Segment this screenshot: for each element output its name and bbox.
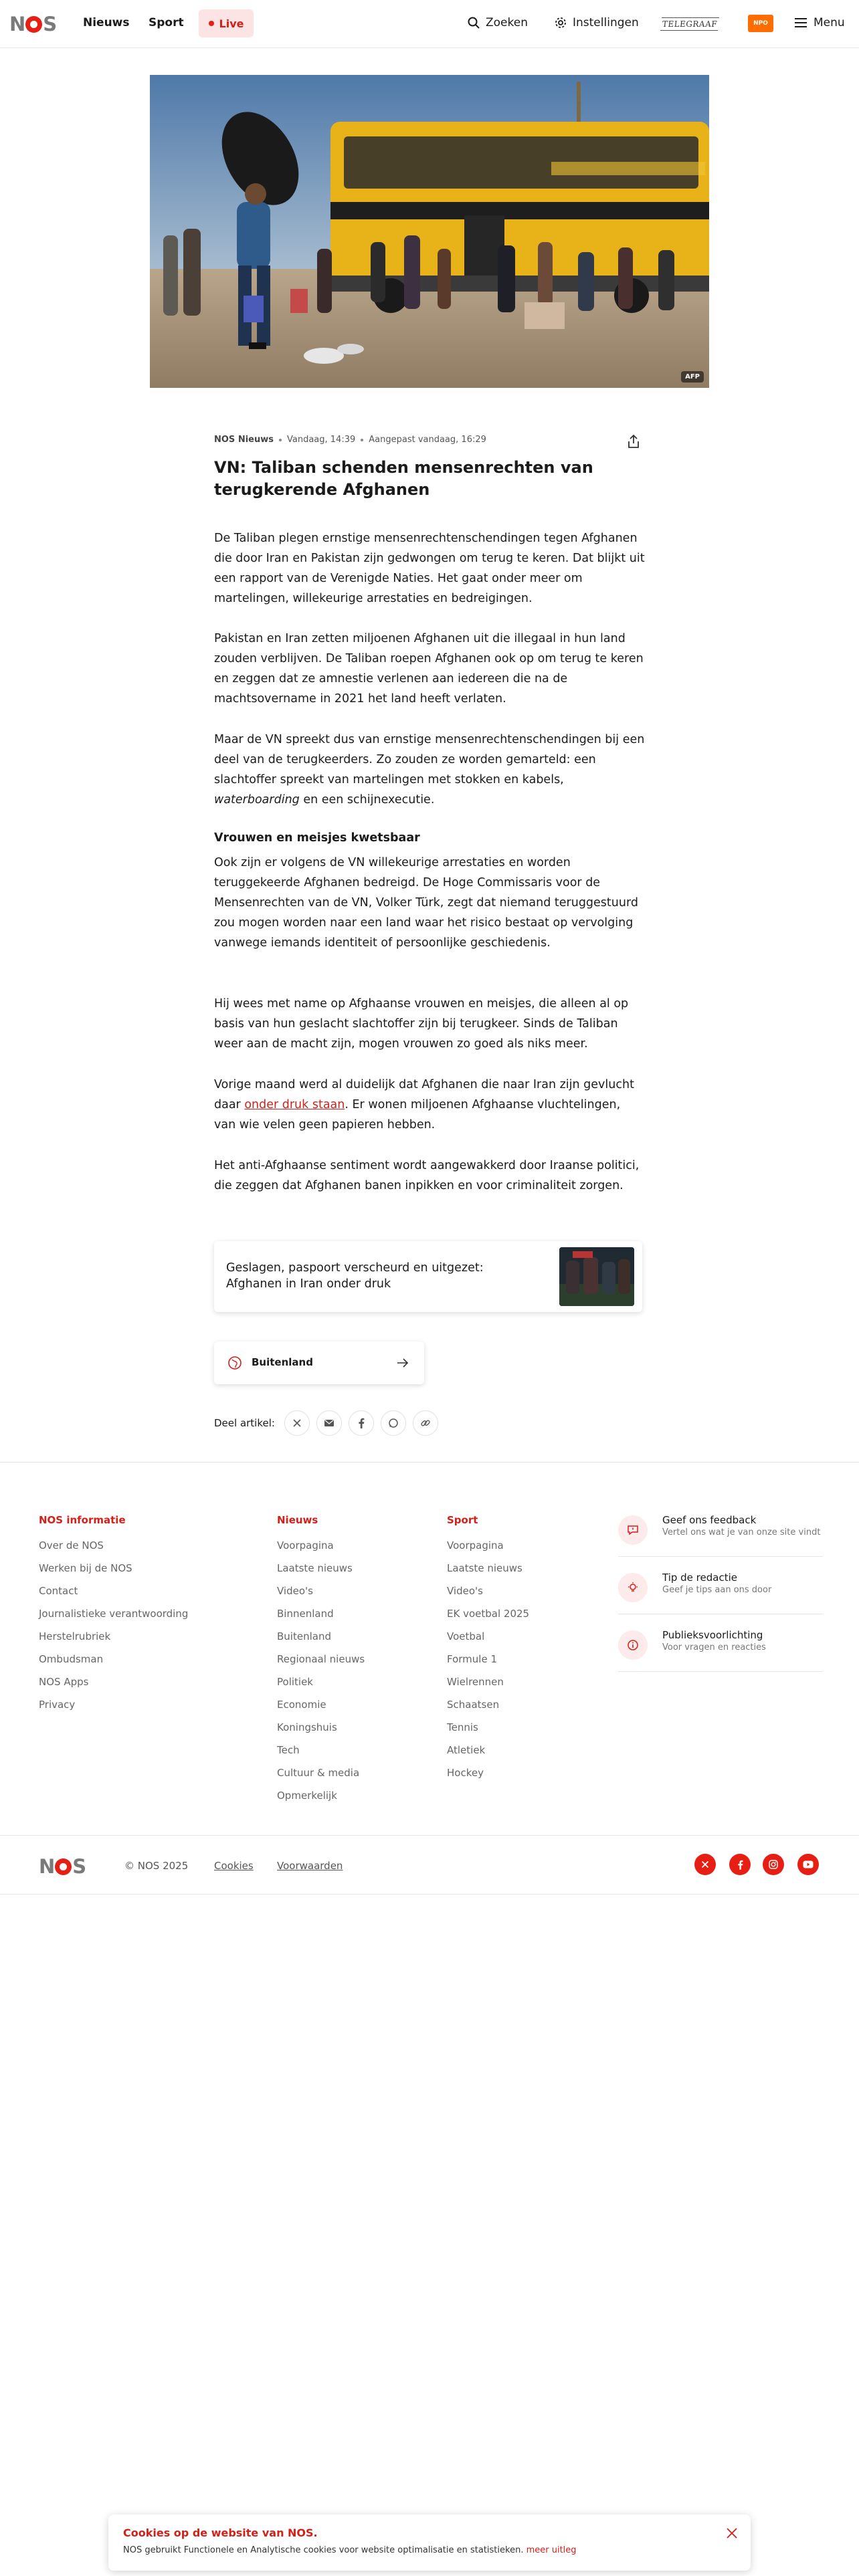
hero-photo: [150, 75, 709, 388]
cookie-title: Cookies op de website van NOS.: [123, 2527, 318, 2539]
footer-link[interactable]: Journalistieke verantwoording: [39, 1608, 189, 1620]
copy-link-button[interactable]: [413, 1410, 438, 1436]
arrow-right-icon: [396, 1357, 409, 1369]
tip-redactie-link[interactable]: [618, 1570, 823, 1614]
footer-divider: [0, 1462, 859, 1463]
footer-link[interactable]: Opmerkelijk: [277, 1790, 337, 1802]
site-header: [0, 0, 859, 48]
instagram-icon: [769, 1860, 778, 1869]
footer-link[interactable]: Economie: [277, 1699, 326, 1711]
cookie-more-link[interactable]: meer uitleg: [526, 2545, 577, 2555]
related-article-title: Geslagen, paspoort verscheurd en uitgezet: Afghanen in Iran onder druk: [226, 1261, 484, 1291]
share-email-button[interactable]: [316, 1410, 342, 1436]
whatsapp-icon: [388, 1418, 399, 1428]
feedback-link[interactable]: [618, 1513, 823, 1557]
footer-nos-logo[interactable]: N S: [39, 1855, 86, 1878]
info-icon: [618, 1630, 648, 1660]
footer-column-nos-informatie: [39, 1514, 188, 1716]
footer-link[interactable]: Contact: [39, 1585, 78, 1597]
tip-title: Tip de redactie: [662, 1572, 737, 1584]
footer-link[interactable]: Video's: [277, 1585, 313, 1597]
footer-link[interactable]: Binnenland: [277, 1608, 334, 1620]
share-label: Deel artikel:: [214, 1417, 275, 1429]
article-subheading: Vrouwen en meisjes kwetsbaar: [214, 831, 420, 845]
footer-heading: Sport: [447, 1514, 478, 1526]
share-icon[interactable]: [626, 433, 642, 449]
footer-link[interactable]: Hockey: [447, 1767, 484, 1779]
topic-tag-buitenland[interactable]: [214, 1341, 424, 1384]
footer-link[interactable]: Ombudsman: [39, 1653, 104, 1665]
hamburger-icon: [795, 17, 808, 28]
article-source: NOS Nieuws: [214, 435, 274, 445]
social-instagram-button[interactable]: [763, 1854, 784, 1875]
article-meta: [214, 435, 486, 445]
footer-link[interactable]: Voetbal: [447, 1630, 485, 1642]
footer-column-sport: [447, 1514, 529, 1784]
related-article-card[interactable]: [214, 1241, 642, 1312]
nav-sport[interactable]: Sport: [149, 16, 184, 29]
footer-link[interactable]: Video's: [447, 1585, 483, 1597]
thumbnail-photo: [559, 1247, 634, 1306]
x-icon: [292, 1418, 302, 1428]
facebook-icon: [737, 1860, 743, 1870]
settings-button[interactable]: [554, 16, 639, 29]
settings-label: Instellingen: [573, 16, 639, 29]
footer-link[interactable]: Laatste nieuws: [277, 1562, 353, 1574]
article-title: VN: Taliban schenden mensenrechten van terugkerende Afghanen: [214, 458, 593, 499]
footer-link[interactable]: Over de NOS: [39, 1539, 104, 1551]
footer-link[interactable]: Laatste nieuws: [447, 1562, 522, 1574]
link-icon: [420, 1418, 431, 1428]
tip-subtitle: Geef je tips aan ons door: [662, 1585, 772, 1595]
footer-link[interactable]: Koningshuis: [277, 1721, 337, 1733]
nos-logo[interactable]: N S: [9, 13, 57, 35]
menu-button[interactable]: [795, 16, 845, 29]
share-facebook-button[interactable]: [349, 1410, 374, 1436]
menu-label: Menu: [814, 16, 845, 29]
footer-column-nieuws: [277, 1514, 365, 1807]
x-icon: [701, 1860, 709, 1868]
globe-icon: [227, 1356, 242, 1370]
meta-separator: [361, 439, 363, 441]
live-button[interactable]: [199, 9, 254, 37]
footer-link[interactable]: Cultuur & media: [277, 1767, 360, 1779]
topic-tag-label: Buitenland: [252, 1356, 313, 1368]
publieksvoorlichting-title: Publieksvoorlichting: [662, 1629, 763, 1641]
terms-link[interactable]: Voorwaarden: [277, 1860, 343, 1872]
published-time: Vandaag, 14:39: [286, 435, 356, 445]
footer-heading: NOS informatie: [39, 1514, 126, 1526]
footer-link[interactable]: Tech: [277, 1744, 300, 1756]
footer-link[interactable]: Tennis: [447, 1721, 478, 1733]
share-bar: [214, 1410, 445, 1436]
footer-link[interactable]: Schaatsen: [447, 1699, 500, 1711]
paragraph-5: Hij wees met name op Afghaanse vrouwen en meisjes, die alleen al op basis van hun geslacht slachtoffer zijn bij terugkeer. Sinds de Taliban weer aan de macht zijn, mogen vrouwen zo goed als niks meer.: [214, 997, 629, 1051]
lightbulb-icon: [618, 1573, 648, 1602]
social-x-button[interactable]: [694, 1854, 716, 1875]
search-button[interactable]: [467, 16, 528, 29]
youtube-icon: [803, 1860, 814, 1868]
footer-link[interactable]: EK voetbal 2025: [447, 1608, 530, 1620]
footer-link[interactable]: Buitenland: [277, 1630, 331, 1642]
photo-credit: AFP: [681, 371, 704, 383]
footer-link[interactable]: Wielrennen: [447, 1676, 504, 1688]
copyright: © NOS 2025: [124, 1860, 189, 1872]
cookie-banner: [108, 2514, 751, 2571]
footer-link[interactable]: Politiek: [277, 1676, 313, 1688]
share-whatsapp-button[interactable]: [381, 1410, 406, 1436]
gear-icon: [554, 16, 567, 29]
feedback-title: Geef ons feedback: [662, 1514, 757, 1526]
search-label: Zoeken: [486, 16, 528, 29]
npo-logo[interactable]: NPO: [748, 15, 773, 32]
related-article-thumbnail: [559, 1247, 634, 1306]
footer-link[interactable]: Formule 1: [447, 1653, 497, 1665]
paragraph-4: Ook zijn er volgens de VN willekeurige arrestaties en worden teruggekeerde Afghanen bedreigd. De Hoge Commissaris voor de Mensenrechten van de VN, Volker Türk, zegt dat niemand teruggestuurd zou mogen worden naar een land waar het risico bestaat op vervolging vanwege iemands identiteit of persoonlijke geschiedenis.: [214, 856, 638, 950]
paragraph-6: Vorige maand werd al duidelijk dat Afghanen die naar Iran zijn gevlucht daar onder druk staan. Er wonen miljoenen Afghaanse vluchtelingen, van wie velen geen papieren hebben.: [214, 1078, 634, 1132]
footer-link[interactable]: Voorpagina: [277, 1539, 334, 1551]
paragraph-7: Het anti-Afghaanse sentiment wordt aangewakkerd door Iraanse politici, die zeggen dat Afghanen banen inpikken en voor criminaliteit zorgen.: [214, 1159, 640, 1192]
mail-icon: [324, 1419, 335, 1427]
footer-link[interactable]: Werken bij de NOS: [39, 1562, 132, 1574]
inline-link-onder-druk[interactable]: onder druk staan: [244, 1098, 345, 1111]
footer-link[interactable]: Privacy: [39, 1699, 76, 1711]
live-dot-icon: [209, 21, 214, 26]
live-label: Live: [219, 17, 244, 30]
social-facebook-button[interactable]: [729, 1854, 751, 1875]
paragraph-2: Pakistan en Iran zetten miljoenen Afghanen uit die illegaal in hun land zouden verblijven. De Taliban roepen Afghanen ook op om terug te keren en zeggen dat ze amnestie verlenen aan iedereen die na de machtsovername in 2021 het land heeft verlaten.: [214, 632, 644, 706]
chat-icon: [618, 1515, 648, 1545]
cookies-link[interactable]: Cookies: [214, 1860, 254, 1872]
feedback-subtitle: Vertel ons wat je van onze site vindt: [662, 1527, 821, 1537]
footer-divider: [0, 1894, 859, 1895]
close-icon[interactable]: [725, 2527, 739, 2540]
footer-link[interactable]: Voorpagina: [447, 1539, 504, 1551]
footer-heading: Nieuws: [277, 1514, 318, 1526]
footer-link[interactable]: NOS Apps: [39, 1676, 89, 1688]
publieksvoorlichting-subtitle: Voor vragen en reacties: [662, 1642, 766, 1652]
meta-separator: [279, 439, 282, 441]
social-youtube-button[interactable]: [797, 1854, 819, 1875]
search-icon: [467, 16, 480, 29]
paragraph-1: De Taliban plegen ernstige mensenrechtenschendingen tegen Afghanen die door Iran en Pakistan zijn gedwongen om terug te keren. Dat blijkt uit een rapport van de Verenigde Naties. Het gaat onder meer om martelingen, willekeurige arrestaties en bedreigingen.: [214, 532, 645, 605]
footer-link[interactable]: Regionaal nieuws: [277, 1653, 365, 1665]
cookie-text: NOS gebruikt Functionele en Analytische cookies voor website optimalisatie en statistieken. meer uitleg: [123, 2545, 577, 2555]
nav-nieuws[interactable]: Nieuws: [83, 16, 130, 29]
facebook-icon: [358, 1418, 365, 1428]
emphasis-waterboarding: waterboarding: [214, 793, 300, 807]
paragraph-3: Maar de VN spreekt dus van ernstige mensenrechtenschendingen bij een deel van de terugkeerders. Zo zouden ze worden gemarteld: een slachtoffer spreekt van martelingen met stokken en kabels, waterboarding en een schijnexecutie.: [214, 733, 645, 807]
footer-divider: [0, 1835, 859, 1836]
share-x-button[interactable]: [284, 1410, 310, 1436]
publieksvoorlichting-link[interactable]: [618, 1628, 823, 1672]
telegraaf-brand[interactable]: TELEGRAAF: [660, 17, 719, 31]
footer-link[interactable]: Atletiek: [447, 1744, 486, 1756]
updated-time: Aangepast vandaag, 16:29: [369, 435, 486, 445]
hero-image: [150, 75, 709, 388]
footer-link[interactable]: Herstelrubriek: [39, 1630, 111, 1642]
